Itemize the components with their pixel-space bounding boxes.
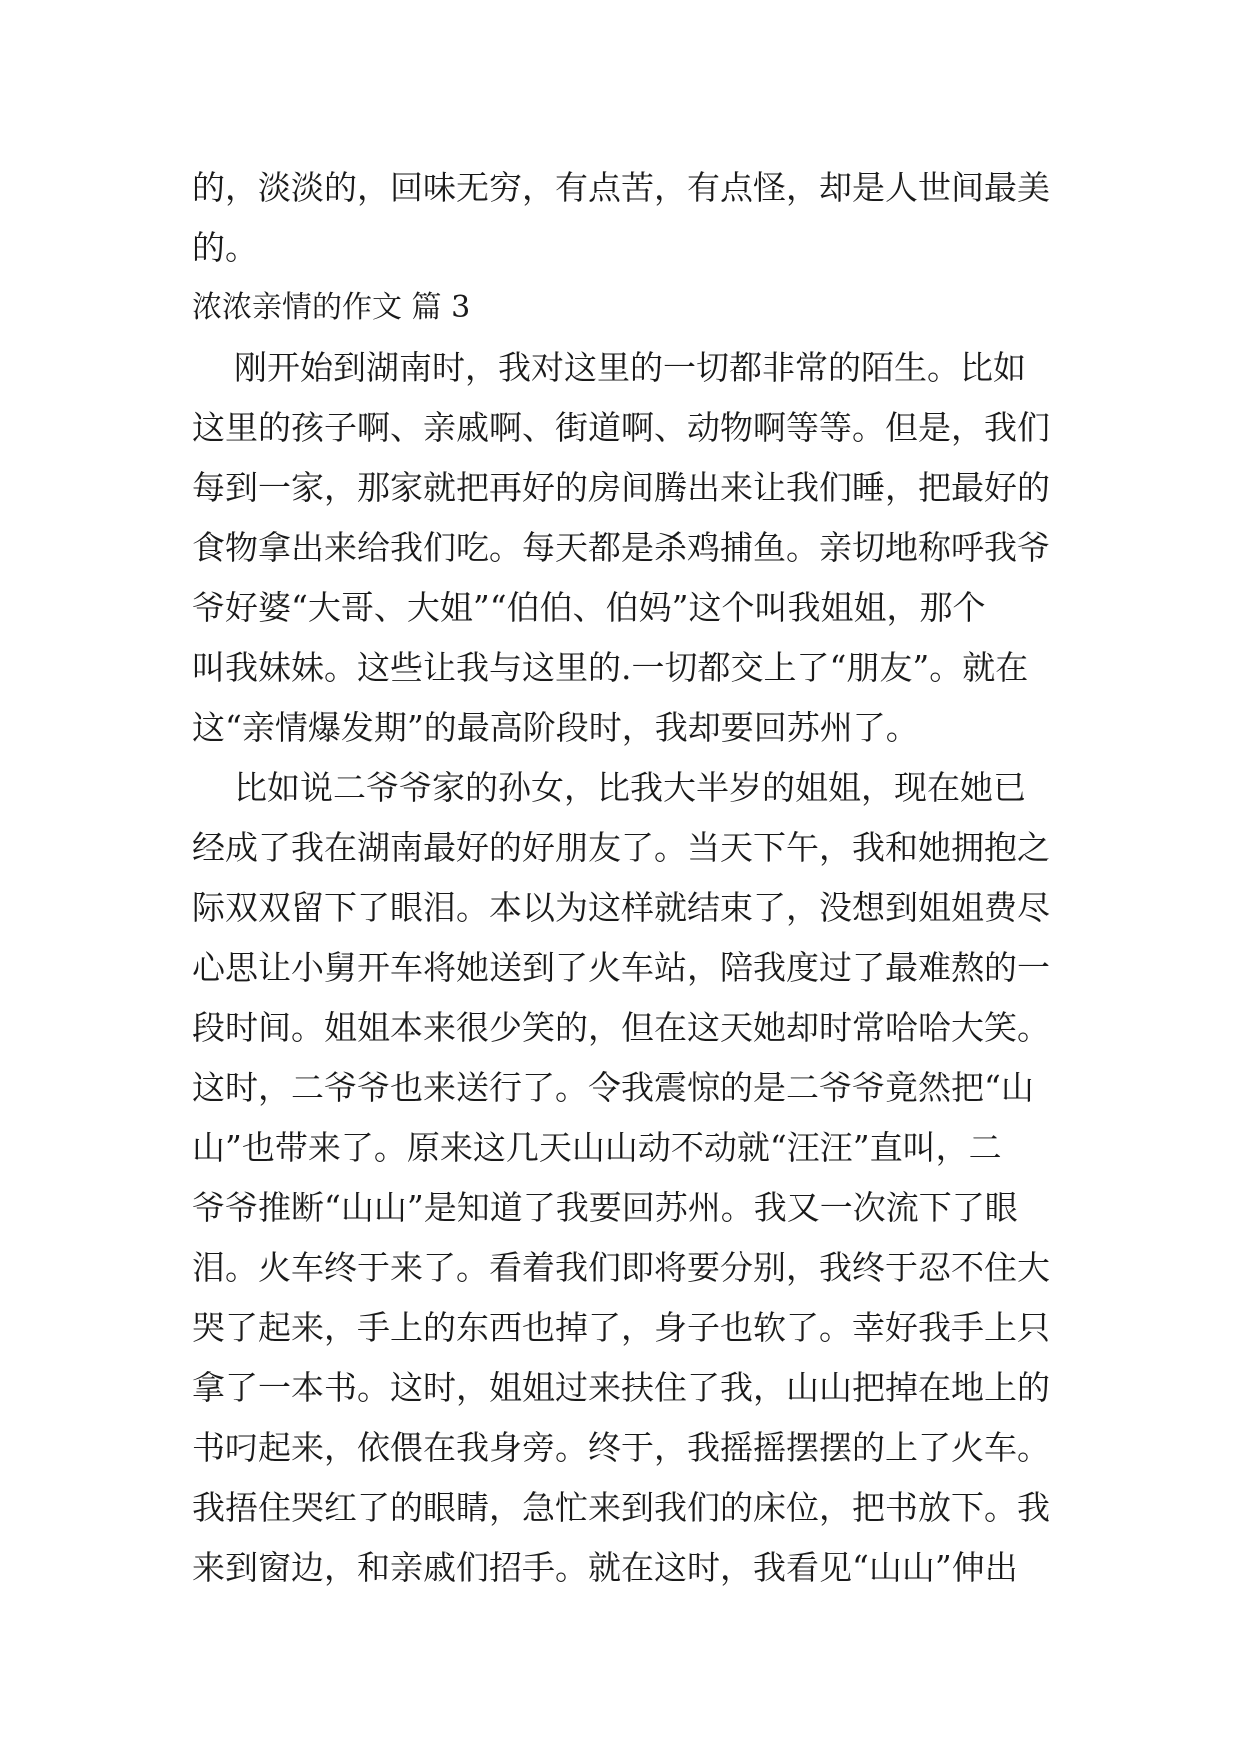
text-line: 的，淡淡的，回味无穷，有点苦，有点怪，却是人世间最美 bbox=[192, 168, 1050, 207]
essay-text bbox=[192, 158, 1052, 1598]
text-line: 经成了我在湖南最好的好朋友了。当天下午，我和她拥抱之 bbox=[192, 828, 1050, 867]
text-line: 哭了起来，手上的东西也掉了，身子也软了。幸好我手上只 bbox=[192, 1308, 1050, 1347]
text-line: 这里的孩子啊、亲戚啊、街道啊、动物啊等等。但是，我们 bbox=[192, 408, 1050, 447]
text-line: 比如说二爷爷家的孙女，比我大半岁的姐姐，现在她已 bbox=[192, 768, 1026, 807]
text-line: 爷好婆“大哥、大姐”“伯伯、伯妈”这个叫我姐姐，那个 bbox=[192, 588, 986, 627]
text-line: 书叼起来，依偎在我身旁。终于，我摇摇摆摆的上了火车。 bbox=[192, 1428, 1050, 1467]
text-line: 段时间。姐姐本来很少笑的，但在这天她却时常哈哈大笑。 bbox=[192, 1008, 1050, 1047]
text-line: 泪。火车终于来了。看着我们即将要分别，我终于忍不住大 bbox=[192, 1248, 1050, 1287]
text-line: 我捂住哭红了的眼睛，急忙来到我们的床位，把书放下。我 bbox=[192, 1488, 1050, 1527]
text-line: 心思让小舅开车将她送到了火车站，陪我度过了最难熬的一 bbox=[192, 948, 1050, 987]
text-line: 这时，二爷爷也来送行了。令我震惊的是二爷爷竟然把“山 bbox=[192, 1068, 1034, 1107]
text-line: 每到一家，那家就把再好的房间腾出来让我们睡，把最好的 bbox=[192, 468, 1050, 507]
text-line: 这“亲情爆发期”的最高阶段时，我却要回苏州了。 bbox=[192, 708, 919, 747]
text-line: 拿了一本书。这时，姐姐过来扶住了我，山山把掉在地上的 bbox=[192, 1368, 1050, 1407]
text-line: 食物拿出来给我们吃。每天都是杀鸡捕鱼。亲切地称呼我爷 bbox=[192, 528, 1050, 567]
text-line: 叫我妹妹。这些让我与这里的.一切都交上了“朋友”。就在 bbox=[192, 648, 1029, 687]
text-line: 来到窗边，和亲戚们招手。就在这时，我看见“山山”伸出 bbox=[192, 1548, 1018, 1587]
text-line: 爷爷推断“山山”是知道了我要回苏州。我又一次流下了眼 bbox=[192, 1188, 1018, 1227]
section-heading: 浓浓亲情的作文 篇 3 bbox=[192, 290, 471, 325]
text-line: 际双双留下了眼泪。本以为这样就结束了，没想到姐姐费尽 bbox=[192, 888, 1050, 927]
text-line: 刚开始到湖南时，我对这里的一切都非常的陌生。比如 bbox=[192, 348, 1026, 387]
text-line: 的。 bbox=[192, 228, 258, 267]
text-line: 山”也带来了。原来这几天山山动不动就“汪汪”直叫，二 bbox=[192, 1128, 1002, 1167]
